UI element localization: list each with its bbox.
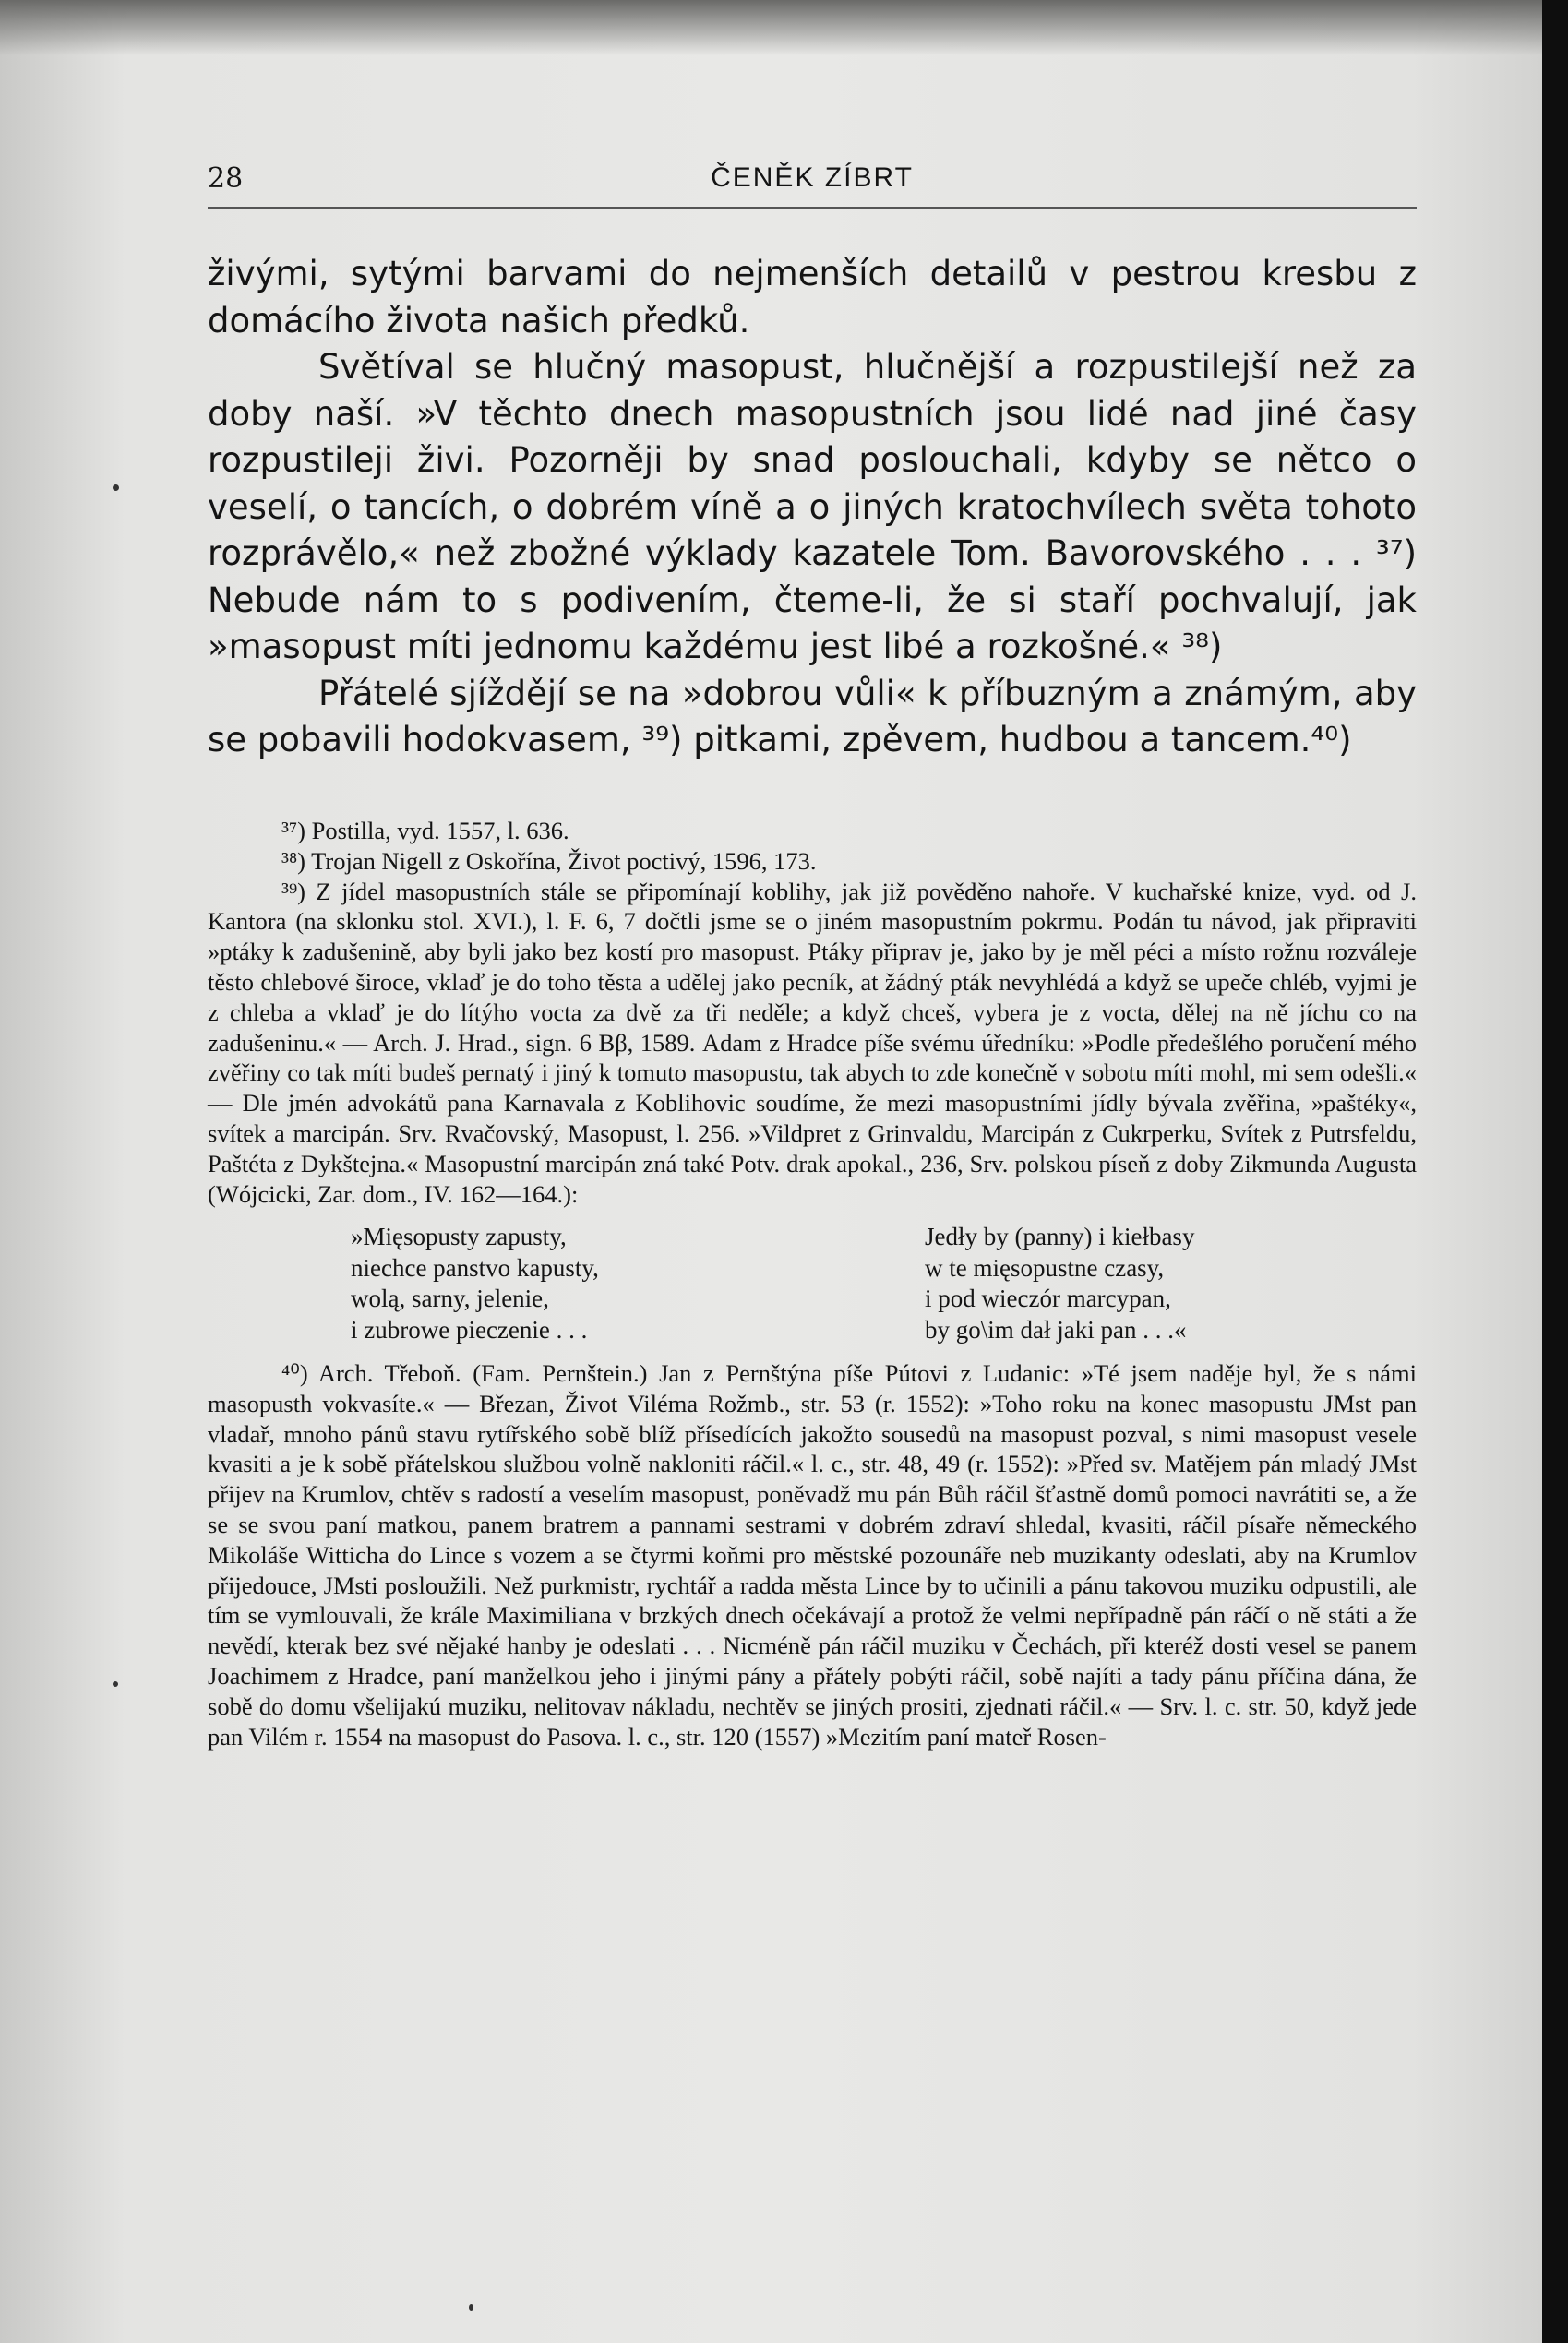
poem-right-column	[925, 1222, 1405, 1345]
poem-line: i pod wieczór marcypan,	[925, 1285, 1171, 1312]
footnote-39: ³⁹) Z jídel masopustních stále se připomínají koblihy, jak již pověděno nahoře. V kuchařské knize, vyd. od J. Kantora (na sklonku stol. XVI.), l. F. 6, 7 dočtli jsme se o jiném masopustním pokrmu. Podán tu návod, jak připraviti »ptáky k zadušenině, aby byli jako bez kostí pro masopust. Ptáky připrav je, jako by je měl péci a místo rožnu rozváleje těsto chlebové široce, vklaď je do toho těsta a udělej jako pecník, at žádný pták nevyhlédá a když se upeče chléb, vyjmi je z chleba a vklaď je do lítýho vocta za dvě za tři neděle; a když chceš, vybera je z vocta, dělej na ně jíchu co na zadušeninu.« — Arch. J. Hrad., sign. 6 Bβ, 1589. Adam z Hradce píše svému úředníku: »Podle předešlého poručení mého zvěřiny co tak míti budeš pernatý i jiný k tomuto masopustu, tak abych to zde konečně v sobotu míti mohl, mi sem odešli.« — Dle jmén advokátů pana Karnavala z Koblihovic soudíme, že mezi masopustními jídly bývala zvěřina, »paštéky«, svítek a marcipán. Srv. Rvačovský, Masopust, l. 256. »Vildpret z Grinvaldu, Marcipán z Cukrperku, Svítek z Putrsfeldu, Paštéta z Dykštejna.« Masopustní marcipán zná také Potv. drak apokal., 236, Srv. polskou píseň z doby Zikmunda Augusta (Wójcicki, Zar. dom., IV. 162—164.):	[208, 877, 1417, 1208]
paragraph-1: živými, sytými barvami do nejmenších detailů v pestrou kresbu z domácího života našich předků.	[208, 254, 1417, 341]
scan-speck	[113, 1681, 118, 1687]
scan-speck	[469, 2304, 473, 2311]
scan-right-edge	[1542, 0, 1568, 2343]
poem-line: by go\im dał jaki pan . . .«	[925, 1315, 1187, 1344]
poem-left-column	[351, 1222, 904, 1345]
page-number: 28	[208, 162, 244, 195]
running-head: ČENĚK ZÍBRT	[711, 162, 914, 193]
poem-line: »Mięsopusty zapusty,	[351, 1223, 567, 1250]
footnotes-block-2	[208, 1358, 1417, 1751]
footnote-37: ³⁷) Postilla, vyd. 1557, l. 636.	[281, 817, 569, 844]
paragraph-2: Světíval se hlučný masopust, hlučnější a rozpustilejší než za doby naší. »V těchto dnech masopustních jsou lidé nad jiné časy rozpustileji živi. Pozorněji by snad poslouchali, kdyby se nětco o veselí, o tancích, o dobrém víně a o jiných kratochvílech světa tohoto rozprávělo,« než zbožné výklady kazatele Tom. Bavorovského . . . ³⁷) Nebude nám to s podivením, čteme-li, že si staří pochvalují, jak »masopust míti jednomu každému jest libé a rozkošné.« ³⁸)	[208, 347, 1417, 666]
poem-line: Jedły by (panny) i kiełbasy	[925, 1223, 1195, 1250]
poem-line: w te mięsopustne czasy,	[925, 1253, 1165, 1282]
footnote-40: ⁴⁰) Arch. Třeboň. (Fam. Pernštein.) Jan z Pernštýna píše Pútovi z Ludanic: »Té jsem naděje byl, že s námi masopusth vokvasíte.« — Březan, Život Viléma Rožmb., str. 53 (r. 1552): »Toho roku na konec masopustu JMst pan vladař, mnoho pánů stavu rytířského sobě blíž přísedících jakožto sousedů na masopust pozval, s nimi masopust vesele kvasiti a je k sobě přátelskou službou volně nakloniti ráčil.« l. c., str. 48, 49 (r. 1552): »Před sv. Matějem pán mladý JMst přijev na Krumlov, chtěv s radostí a veselím masopust, poněvadž mu pán Bůh ráčil šťastně domů pomoci navrátiti se, a že se se svou paní matkou, panem bratrem a pannami sestrami v dobrém zdraví shledal, kvasiti, ráčil písaře německého Mikoláše Witticha do Lince s vozem a se čtyrmi koňmi pro městské pozounáře neb muzikanty odeslati, aby na Krumlov přijedouce, JMsti posloužili. Než purkmistr, rychtář a radda města Lince by to učinili a pánu takovou muziku odpustili, ale tím se vymlouvali, že krále Maximiliana v brzkých dnech očekávají a protož že velmi nepřípadně pán ráčí o ně státi a že nevědí, kterak bez své nějaké hanby je odeslati . . . Nicméně pán ráčil muziku v Čechách, při kteréž dosti vesel se panem Joachimem z Hradce, paní manželkou jeho i jinými pány a přátely pobýti ráčil, sobě najíti a tady pánu příčina dána, že sobě do domu všelijakú muziku, nelitovav nákladu, nechtěv se jiných prositi, zjednati ráčil.« — Srv. l. c. str. 50, když jede pan Vilém r. 1554 na masopust do Pasova. l. c., str. 120 (1557) »Mezitím paní mateř Rosen-	[208, 1359, 1417, 1751]
page-header	[208, 159, 1417, 203]
poem-line: i zubrowe pieczenie . . .	[351, 1315, 588, 1344]
scan-speck	[113, 484, 119, 491]
poem-line: niechce panstvo kapusty,	[351, 1253, 599, 1282]
footnote-38: ³⁸) Trojan Nigell z Oskořína, Život poctivý, 1596, 173.	[281, 846, 817, 875]
poem-line: wolą, sarny, jelenie,	[351, 1285, 549, 1312]
scan-top-shadow	[0, 0, 1568, 55]
footnotes-block-1	[208, 816, 1417, 1209]
main-text	[208, 251, 1417, 764]
header-rule	[208, 207, 1417, 209]
paragraph-3: Přátelé sjíždějí se na »dobrou vůli« k příbuzným a známým, aby se pobavili hodokvasem, ³⁹) pitkami, zpěvem, hudbou a tancem.⁴⁰)	[208, 673, 1417, 759]
